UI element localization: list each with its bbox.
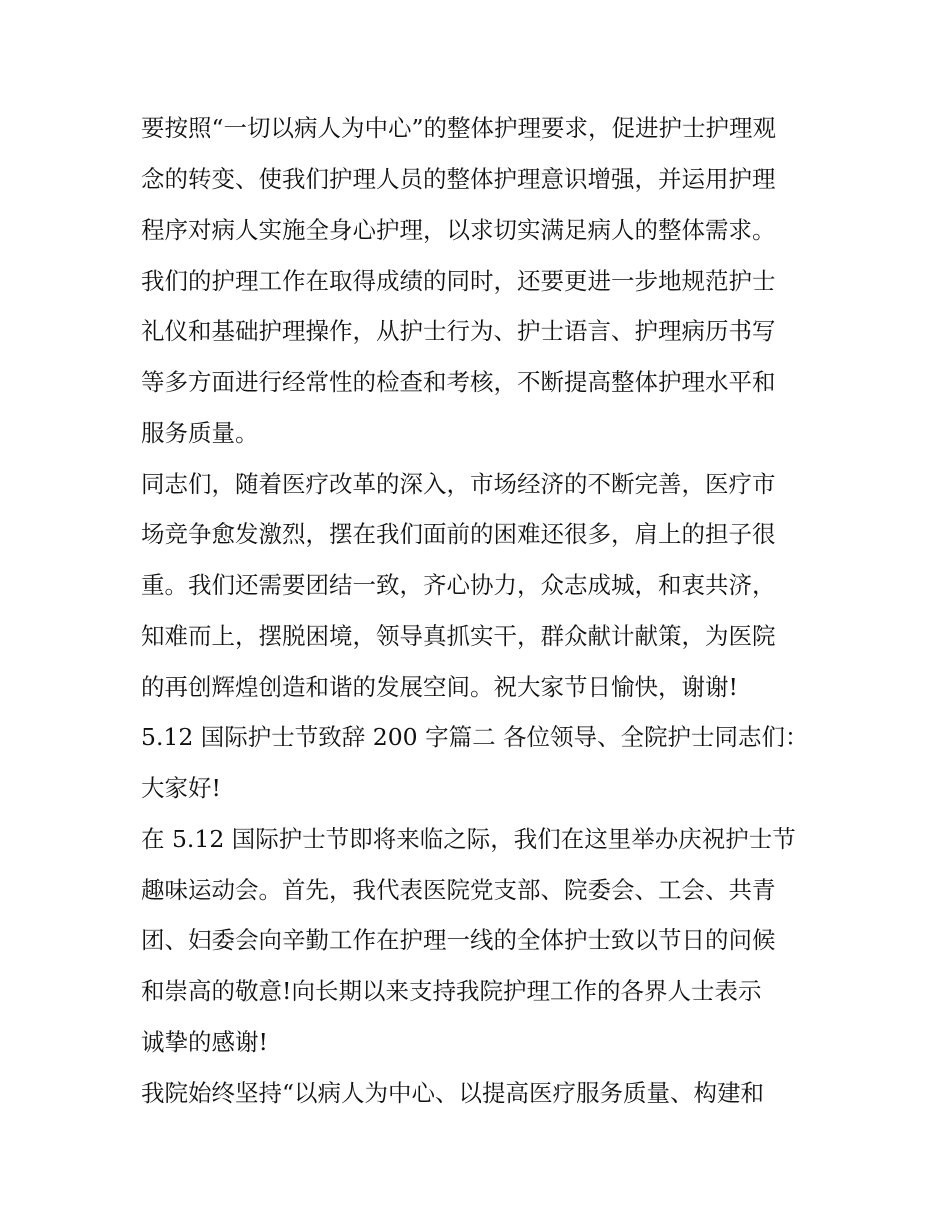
text-line: 重。我们还需要团结一致，齐心协力，众志成城，和衷共济， [141,571,776,599]
text-line: 程序对病人实施全身心护理，以求切实满足病人的整体需求。 [141,216,776,244]
text-line: 念的转变、使我们护理人员的整体护理意识增强，并运用护理 [141,165,776,193]
text-line: 服务质量。 [141,419,259,447]
text-line: 团、妇委会向辛勤工作在护理一线的全体护士致以节日的问候 [141,926,776,954]
greeting-line: 大家好! [141,774,221,802]
text-line: 和崇高的敬意!向长期以来支持我院护理工作的各界人士表示 [141,977,762,1005]
text-line: 诚挚的感谢! [141,1028,268,1056]
text-line: 同志们，随着医疗改革的深入，市场经济的不断完善，医疗市 [141,470,776,498]
text-line: 我院始终坚持“以病人为中心、以提高医疗服务质量、构建和 [141,1079,765,1107]
text-line: 要按照“一切以病人为中心”的整体护理要求，促进护士护理观 [141,114,777,142]
text-line: 场竞争愈发激烈，摆在我们面前的困难还很多，肩上的担子很 [141,520,776,548]
text-line: 礼仪和基础护理操作，从护士行为、护士语言、护理病历书写 [141,317,776,345]
text-line: 知难而上，摆脱困境，领导真抓实干，群众献计献策，为医院 [141,622,776,650]
text-line: 等多方面进行经常性的检查和考核，不断提高整体护理水平和 [141,368,776,396]
text-line: 在 5.12 国际护士节即将来临之际，我们在这里举办庆祝护士节 [141,825,796,853]
text-line: 的再创辉煌创造和谐的发展空间。祝大家节日愉快，谢谢! [141,673,738,701]
text-line: 我们的护理工作在取得成绩的同时，还要更进一步地规范护士 [141,267,776,295]
text-line: 趣味运动会。首先，我代表医院党支部、院委会、工会、共青 [141,876,776,904]
heading-line: 5.12 国际护士节致辞 200 字篇二 各位领导、全院护士同志们： [141,723,809,751]
